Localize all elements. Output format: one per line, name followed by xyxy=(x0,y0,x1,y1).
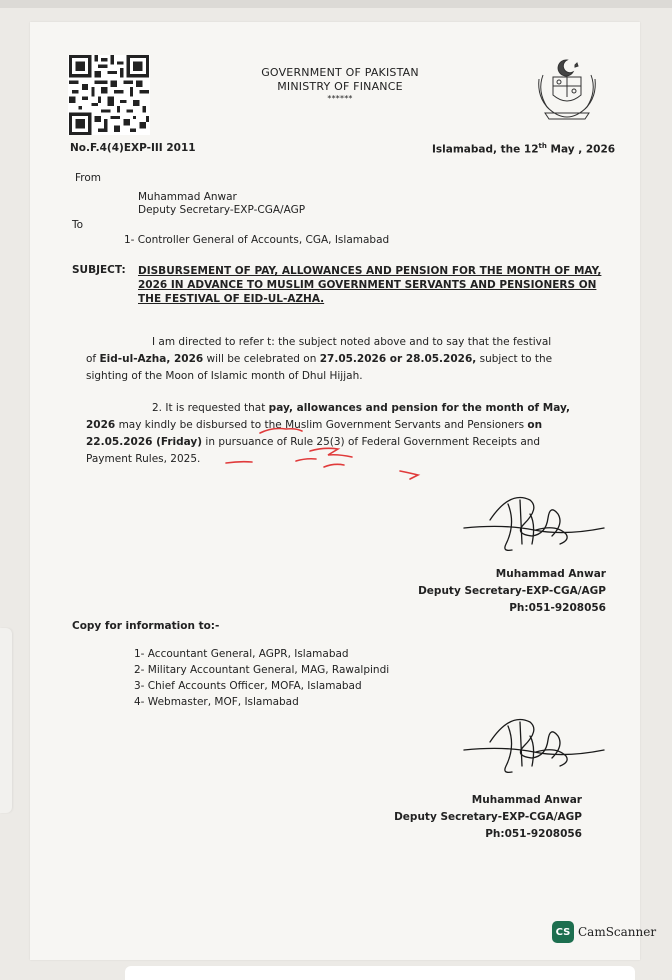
para2-bold: on xyxy=(527,419,543,431)
reference-number: No.F.4(4)EXP-III 2011 xyxy=(70,142,196,154)
qr-code xyxy=(68,55,150,135)
copy-item: 3- Chief Accounts Officer, MOFA, Islamabad xyxy=(134,680,362,692)
para1-line-3: sighting of the Moon of Islamic month of Dhul Hijjah. xyxy=(86,370,363,382)
letter-date xyxy=(432,142,615,156)
date-suffix: May , 2026 xyxy=(546,143,616,156)
para1-text: will be celebrated on xyxy=(203,353,320,365)
subject-line-2: 2026 IN ADVANCE TO MUSLIM GOVERNMENT SERVANTS AND PENSIONERS ON xyxy=(138,279,597,291)
para1-text: of xyxy=(86,353,100,365)
previous-page-edge xyxy=(0,628,12,813)
bottom-sheet-edge xyxy=(125,966,635,980)
to-label: To xyxy=(72,219,84,231)
copy-list xyxy=(134,646,389,710)
camscanner-logo-icon: CS xyxy=(552,921,574,943)
signature-block-1 xyxy=(370,566,606,617)
subject-text xyxy=(138,264,618,306)
from-name: Muhammad Anwar xyxy=(138,191,237,203)
copy-item: 2- Military Accountant General, MAG, Rawalpindi xyxy=(134,664,390,676)
camscanner-watermark: CamScanner xyxy=(578,925,657,939)
para2-line-4: Payment Rules, 2025. xyxy=(86,453,201,465)
para2-text: 2. It is requested that xyxy=(152,402,269,414)
para2-bold: 2026 xyxy=(86,419,116,431)
subject-line-3: THE FESTIVAL OF EID-UL-AZHA. xyxy=(138,293,325,305)
to-recipient: 1- Controller General of Accounts, CGA, Islamabad xyxy=(124,234,390,246)
para1-line-1: I am directed to refer t: the subject noted above and to say that the festival xyxy=(152,336,552,348)
from-title: Deputy Secretary-EXP-CGA/AGP xyxy=(138,204,306,216)
signatory-name: Muhammad Anwar xyxy=(471,794,582,806)
signature-2-icon xyxy=(460,712,610,782)
disbursement-date: 22.05.2026 (Friday) xyxy=(86,436,203,448)
para1-line-2 xyxy=(86,351,588,368)
header-stars: ****** xyxy=(327,94,353,103)
para1-text: subject to the xyxy=(476,353,553,365)
copy-item: 1- Accountant General, AGPR, Islamabad xyxy=(134,648,349,660)
from-label: From xyxy=(75,172,102,184)
para2-text: in pursuance of Rule 25(3) of Federal Government Receipts and xyxy=(202,436,541,448)
red-pen-marks xyxy=(220,415,450,485)
signatory-title: Deputy Secretary-EXP-CGA/AGP xyxy=(418,585,606,597)
date-prefix: Islamabad, the 12 xyxy=(432,143,539,156)
signatory-title: Deputy Secretary-EXP-CGA/AGP xyxy=(394,811,582,823)
para2-bold: pay, allowances and pension for the month of May, xyxy=(268,402,571,414)
subject-line-1: DISBURSEMENT OF PAY, ALLOWANCES AND PENSION FOR THE MONTH OF MAY, xyxy=(138,265,602,277)
subject-label: SUBJECT: xyxy=(72,264,126,276)
festival-dates: 27.05.2026 or 28.05.2026, xyxy=(319,353,477,365)
signature-1-icon xyxy=(460,490,610,560)
signatory-phone: Ph:051-9208056 xyxy=(485,828,582,840)
letterhead xyxy=(230,66,450,104)
signature-block-2 xyxy=(370,792,582,843)
paragraph-1 xyxy=(86,334,588,385)
scan-top-strip xyxy=(0,0,672,8)
date-ordinal: th xyxy=(538,142,547,150)
government-name: GOVERNMENT OF PAKISTAN xyxy=(261,66,419,79)
state-emblem-icon xyxy=(531,57,603,123)
ministry-name: MINISTRY OF FINANCE xyxy=(277,80,403,93)
copy-heading: Copy for information to:- xyxy=(72,620,220,632)
para2-text: may kindly be disbursed to the Muslim Government Servants and Pensioners xyxy=(115,419,528,431)
festival-name: Eid-ul-Azha, 2026 xyxy=(99,353,204,365)
signatory-phone: Ph:051-9208056 xyxy=(509,602,606,614)
signatory-name: Muhammad Anwar xyxy=(495,568,606,580)
copy-item: 4- Webmaster, MOF, Islamabad xyxy=(134,696,299,708)
